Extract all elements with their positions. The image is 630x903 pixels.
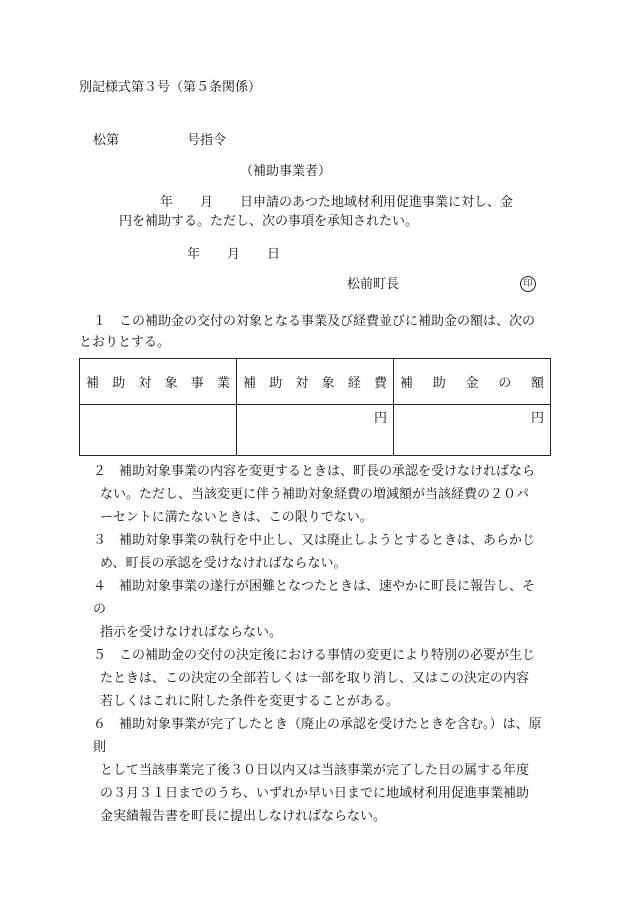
table-value-row [80, 405, 551, 456]
header-char: 事 [190, 376, 204, 391]
header-char: 費 [373, 376, 387, 391]
seal-mark: 印 [520, 276, 536, 292]
body-year: 年 [160, 195, 174, 210]
item-6-line-4: の３月３１日までのうち、いずれか早い日までに地域材利用促進事業補助 [100, 786, 530, 801]
header-char: 金 [465, 376, 479, 391]
reference-prefix: 松第 [93, 133, 120, 148]
header-char: 象 [164, 376, 178, 391]
item-6-line-1: ６ 補助対象事業が完了したとき（廃止の承認を受けたときを含む。）は、原 [93, 717, 542, 732]
date-month: 月 [227, 247, 241, 262]
header-char: 業 [216, 376, 230, 391]
table-header-row [80, 359, 551, 405]
body-text-line1: 日申請のあつた地域材利用促進事業に対し、金 [240, 195, 514, 210]
header-project [80, 359, 237, 405]
header-char: 対 [138, 376, 152, 391]
body-month: 月 [200, 195, 214, 210]
recipient-label: （補助事業者） [240, 164, 332, 179]
value-expense: 円 [237, 405, 394, 456]
item-5-line-3: 若しくはこれに附した条件を変更することがある。 [100, 694, 400, 709]
item-1-line-1: １ この補助金の交付の対象となる事業及び経費並びに補助金の額は、次の [93, 314, 536, 329]
item-4-line-2: の [93, 602, 107, 617]
item-5-line-2: たときは、この決定の全部若しくは一部を取り消し、又はこの決定の内容 [100, 671, 530, 686]
item-4-line-1: ４ 補助対象事業の遂行が困難となつたときは、速やかに町長に報告し、そ [93, 579, 536, 594]
item-3-line-2: め、町長の承認を受けなければならない。 [100, 556, 347, 571]
subsidy-table [79, 358, 551, 456]
form-title: 別記様式第３号（第５条関係） [79, 80, 262, 95]
header-amount [394, 359, 551, 405]
item-2-line-3: ーセントに満たないときは、この限りでない。 [100, 510, 373, 525]
item-3-line-1: ３ 補助対象事業の執行を中止し、又は廃止しようとするときは、あらかじ [93, 533, 536, 548]
item-6-line-3: として当該事業完了後３０日以内又は当該事業が完了した日の属する年度 [100, 763, 530, 778]
value-amount: 円 [394, 405, 551, 456]
issuer-name: 松前町長 [347, 277, 400, 292]
item-1-line-2: とおりとする。 [79, 335, 171, 350]
header-char: 助 [269, 376, 283, 391]
item-6-line-5: 金実績報告書を町長に提出しなければならない。 [100, 809, 387, 824]
header-char: の [498, 376, 512, 391]
date-year: 年 [187, 247, 201, 262]
item-4-line-3: 指示を受けなければならない。 [100, 625, 283, 640]
header-char: 額 [530, 376, 544, 391]
value-project [80, 405, 237, 456]
header-char: 対 [295, 376, 309, 391]
header-expense [237, 359, 394, 405]
header-char: 助 [432, 376, 446, 391]
header-char: 経 [347, 376, 361, 391]
header-char: 補 [400, 376, 414, 391]
item-2-line-2: ない。ただし、当該変更に伴う補助対象経費の増減額が当該経費の２０パ [100, 487, 530, 502]
header-char: 象 [321, 376, 335, 391]
header-char: 補 [243, 376, 257, 391]
item-6-line-2: 則 [93, 740, 107, 755]
reference-suffix: 号指令 [187, 133, 227, 148]
item-2-line-1: ２ 補助対象事業の内容を変更するときは、町長の承認を受けなければなら [93, 464, 536, 479]
date-day: 日 [267, 247, 281, 262]
header-char: 補 [86, 376, 100, 391]
header-char: 助 [112, 376, 126, 391]
item-5-line-1: ５ この補助金の交付の決定後における事情の変更により特別の必要が生じ [93, 648, 536, 663]
body-text-line2: 円を補助する。ただし、次の事項を承知されたい。 [119, 214, 419, 229]
